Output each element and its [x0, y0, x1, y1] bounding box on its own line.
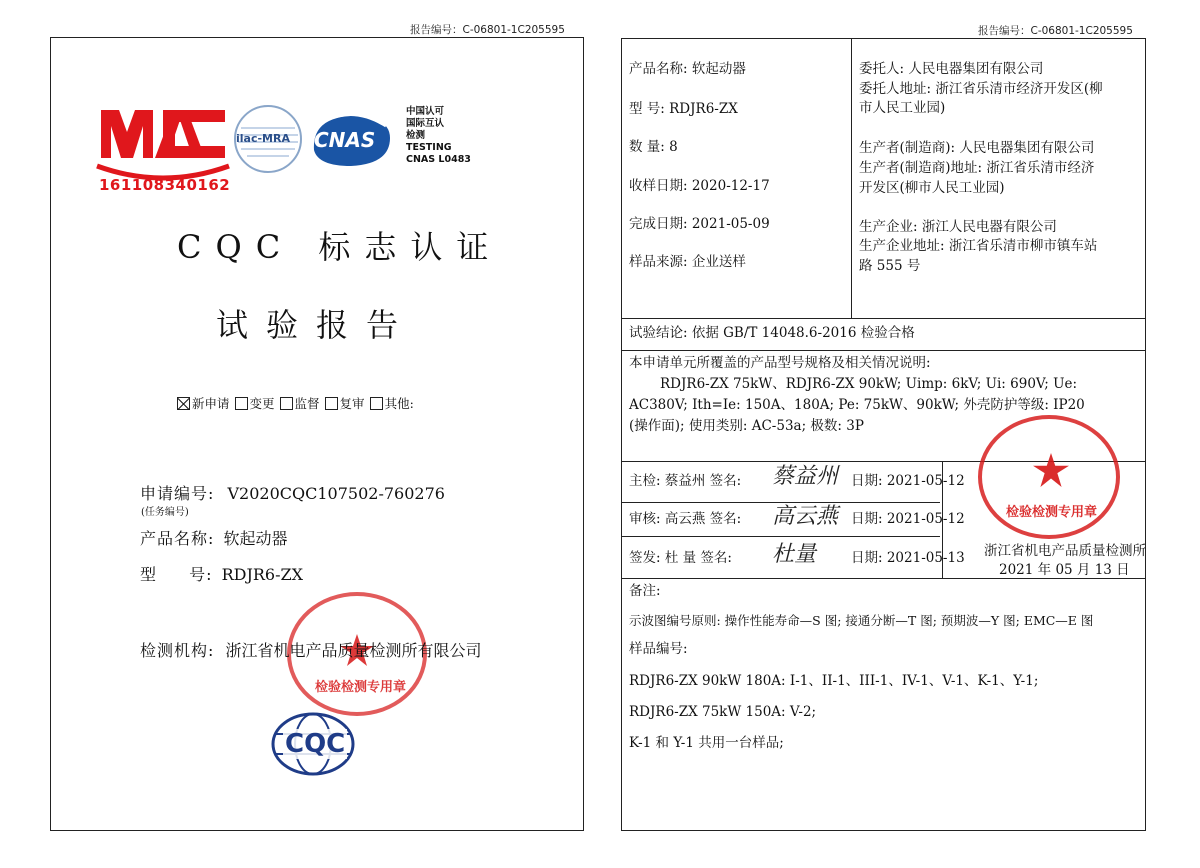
divider-vertical [851, 39, 852, 318]
stamp-text: 检验检测专用章 [1006, 505, 1098, 520]
model-field: 型 号: RDJR6-ZX [629, 101, 738, 117]
sample-source-field: 样品来源: 企业送样 [629, 254, 746, 270]
factory-field: 生产企业: 浙江人民电器有限公司 [859, 219, 1057, 235]
divider [622, 578, 1145, 579]
testing-lab-label: 检测机构: [140, 641, 215, 660]
complete-date-field: 完成日期: 2021-05-09 [629, 216, 770, 232]
testing-lab-value: 浙江省机电产品质量检测所有限公司 [225, 641, 482, 660]
cnas-logo [306, 108, 396, 170]
cqc-text: CQC [285, 729, 346, 759]
factory-address-line-1: 生产企业地址: 浙江省乐清市柳市镇车站 [859, 238, 1098, 254]
checkbox[interactable] [325, 397, 338, 410]
cma-logo [93, 98, 233, 198]
client-field: 委托人: 人民电器集团有限公司 [859, 61, 1044, 77]
cnas-side-line-4: TESTING [406, 142, 452, 153]
option-other[interactable] [370, 394, 414, 412]
cover-page [50, 37, 584, 831]
quantity-field: 数 量: 8 [629, 139, 678, 155]
divider [622, 536, 940, 537]
option-label: 新申请 [192, 396, 230, 411]
stamp-text: 检验检测专用章 [315, 680, 407, 695]
checkbox-checked[interactable] [177, 397, 190, 410]
remark-line-2: 样品编号: [629, 641, 688, 657]
cover-subtitle: 试验报告 [216, 306, 417, 344]
application-number [140, 481, 445, 504]
scope-line-1: RDJR6-ZX 75kW、RDJR6-ZX 90kW; Uimp: 6kV; Ui: 690V; Ue: [660, 376, 1078, 392]
maker-address-line-1: 生产者(制造商)地址: 浙江省乐清市经济 [859, 160, 1095, 176]
scope-line-3: (操作面); 使用类别: AC-53a; 极数: 3P [629, 418, 864, 434]
maker-address-line-2: 开发区(柳市人民工业园) [859, 180, 1005, 196]
divider [622, 318, 1145, 319]
application-type-options [177, 394, 419, 412]
remark-line-1: 示波图编号原则: 操作性能寿命—S 图; 接通分断—T 图; 预期波—Y 图; EMC—E 图 [629, 613, 1094, 628]
remark-line-4: RDJR6-ZX 75kW 150A: V-2; [629, 704, 817, 720]
task-number-label: (任务编号) [141, 507, 189, 518]
option-label: 监督 [294, 396, 320, 411]
option-review[interactable] [325, 394, 365, 412]
client-address-line-2: 市人民工业园) [859, 100, 946, 116]
option-change[interactable] [235, 394, 275, 412]
report-number: 报告编号：C-06801-1C205595 [410, 24, 565, 36]
client-address-line-1: 委托人地址: 浙江省乐清市经济开发区(柳 [859, 81, 1103, 97]
stamp-date: 2021 年 05 月 13 日 [999, 562, 1130, 578]
cnas-text: CNAS [314, 128, 376, 152]
option-supervision[interactable] [280, 394, 320, 412]
test-conclusion: 试验结论: 依据 GB/T 14048.6-2016 检验合格 [629, 325, 915, 341]
divider [622, 502, 940, 503]
ilac-logo [233, 104, 303, 174]
report-number-right: 报告编号：C-06801-1C205595 [978, 25, 1133, 37]
stamp-organization: 浙江省机电产品质量检测所 [984, 543, 1146, 559]
checker-label: 主检: 蔡益州 签名: [629, 473, 742, 489]
cnas-side-line-5: CNAS L0483 [406, 154, 471, 165]
cnas-side-text [406, 106, 471, 166]
star-icon [1033, 453, 1069, 487]
divider [622, 350, 1145, 351]
reviewer-date: 日期: 2021-05-12 [851, 511, 965, 527]
model-value: RDJR6-ZX [221, 565, 304, 584]
factory-address-line-2: 路 555 号 [859, 258, 921, 274]
model [140, 562, 303, 585]
remark-line-5: K-1 和 Y-1 共用一台样品; [629, 735, 784, 751]
cnas-side-line-3: 检测 [406, 130, 426, 141]
official-stamp [978, 415, 1120, 539]
option-label: 其他: [384, 396, 414, 411]
issuer-signature: 杜量 [772, 542, 817, 567]
cnas-side-line-1: 中国认可 [406, 106, 445, 117]
model-label: 型 号: [140, 565, 213, 584]
option-label: 变更 [249, 396, 275, 411]
product-name-label: 产品名称: [140, 529, 215, 548]
checkbox[interactable] [280, 397, 293, 410]
cover-title: CQC 标志认证 [177, 228, 503, 266]
option-new-application[interactable] [177, 394, 230, 412]
details-page [621, 38, 1146, 831]
product-name [140, 526, 288, 549]
reviewer-label: 审核: 高云燕 签名: [629, 511, 742, 527]
ilac-text: ilac-MRA [236, 132, 290, 145]
cma-number: 161108340162 [99, 176, 231, 194]
checkbox[interactable] [370, 397, 383, 410]
application-number-value: V2020CQC107502-760276 [227, 484, 445, 503]
reviewer-signature: 高云燕 [772, 504, 839, 529]
sample-date-field: 收样日期: 2020-12-17 [629, 178, 770, 194]
scope-title: 本申请单元所覆盖的产品型号规格及相关情况说明: [629, 355, 931, 371]
remark-line-3: RDJR6-ZX 90kW 180A: I-1、II-1、III-1、IV-1、V-1、K-1、Y-1; [629, 673, 1039, 689]
checker-date: 日期: 2021-05-12 [851, 473, 965, 489]
issuer-date: 日期: 2021-05-13 [851, 550, 965, 566]
product-name-field: 产品名称: 软起动器 [629, 61, 746, 77]
cnas-side-line-2: 国际互认 [406, 118, 445, 129]
checkbox[interactable] [235, 397, 248, 410]
issuer-label: 签发: 杜 量 签名: [629, 550, 732, 566]
checker-signature: 蔡益州 [772, 464, 839, 489]
application-number-label: 申请编号: [140, 484, 215, 503]
cqc-logo [271, 712, 355, 776]
maker-field: 生产者(制造商): 人民电器集团有限公司 [859, 140, 1095, 156]
testing-lab [140, 638, 482, 661]
product-name-value: 软起动器 [223, 529, 288, 548]
remarks-title: 备注: [629, 583, 661, 599]
option-label: 复审 [339, 396, 365, 411]
scope-line-2: AC380V; Ith=Ie: 150A、180A; Pe: 75kW、90kW; 外壳防护等级: IP20 [629, 397, 1085, 413]
